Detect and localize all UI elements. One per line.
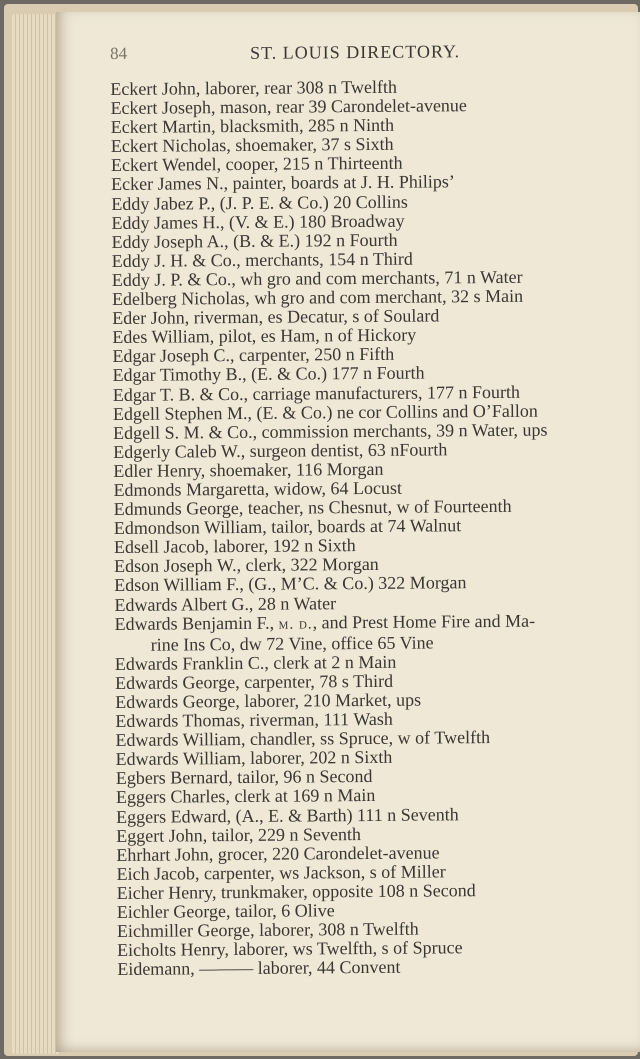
directory-entry: Eidemann, ——— laborer, 44 Convent bbox=[117, 957, 401, 980]
directory-entry: Edmondson William, tailor, boards at 74 Walnut bbox=[113, 515, 462, 539]
entry-before: Edwards Benjamin F., bbox=[114, 612, 279, 634]
directory-entry: Edwards William, laborer, 202 n Sixth bbox=[115, 747, 393, 770]
running-title: ST. LOUIS DIRECTORY. bbox=[250, 41, 461, 63]
directory-entry: Edler Henry, shoemaker, 116 Morgan bbox=[113, 458, 384, 481]
directory-entry: Eicholts Henry, laborer, ws Twelfth, s of Spruce bbox=[117, 937, 463, 961]
directory-entry: Eckert Nicholas, shoemaker, 37 s Sixth bbox=[110, 134, 394, 157]
directory-entry: Edwards George, carpenter, 78 s Third bbox=[114, 670, 394, 693]
directory-entry: Eddy J. P. & Co., wh gro and com merchants, 71 n Water bbox=[111, 266, 523, 290]
directory-entry: Edwards Albert G., 28 n Water bbox=[114, 592, 337, 615]
directory-entry: Edes William, pilot, es Ham, n of Hickory bbox=[112, 324, 417, 348]
directory-entry: Eckert Wendel, cooper, 215 n Thirteenth bbox=[110, 153, 403, 176]
directory-entry: Eddy Joseph A., (B. & E.) 192 n Fourth bbox=[111, 229, 398, 252]
directory-entry: Edwards Thomas, riverman, 111 Wash bbox=[115, 708, 393, 732]
directory-entry: Edson Joseph W., clerk, 322 Morgan bbox=[114, 554, 379, 577]
directory-entry: Edgell Stephen M., (E. & Co.) ne cor Collins and O’Fallon bbox=[112, 400, 538, 424]
directory-entry: Edson William F., (G., M’C. & Co.) 322 Morgan bbox=[114, 572, 467, 596]
directory-entry: Eggers Charles, clerk at 169 n Main bbox=[115, 785, 376, 808]
directory-entry: Eder John, riverman, es Decatur, s of Soulard bbox=[112, 305, 440, 329]
directory-entry: Eich Jacob, carpenter, ws Jackson, s of Miller bbox=[116, 861, 446, 884]
directory-entry: Edgar Joseph C., carpenter, 250 n Fifth bbox=[112, 344, 395, 367]
directory-entry: Edelberg Nicholas, wh gro and com merchant, 32 s Main bbox=[111, 285, 524, 310]
directory-entry: Edmonds Margaretta, widow, 64 Locust bbox=[113, 477, 403, 500]
directory-entry: Eckert Joseph, mason, rear 39 Carondelet-avenue bbox=[110, 95, 467, 119]
directory-entry: Eichler George, tailor, 6 Olive bbox=[116, 900, 335, 923]
directory-entry: Eddy J. H. & Co., merchants, 154 n Third bbox=[111, 248, 413, 271]
page-header bbox=[110, 38, 630, 72]
directory-entry: Ecker James N., painter, boards at J. H. Philips’ bbox=[111, 171, 455, 195]
directory-entry: Eddy Jabez P., (J. P. E. & Co.) 20 Collins bbox=[111, 191, 408, 214]
directory-entry: Eicher Henry, trunkmaker, opposite 108 n Second bbox=[116, 880, 476, 903]
page-number: 84 bbox=[110, 43, 128, 63]
directory-entry: Egbers Bernard, tailor, 96 n Second bbox=[115, 766, 373, 789]
directory-entry: Eddy James H., (V. & E.) 180 Broadway bbox=[111, 210, 405, 233]
directory-entry: Eckert Martin, blacksmith, 285 n Ninth bbox=[110, 114, 395, 138]
directory-entries bbox=[110, 76, 637, 979]
directory-entry: Edgell S. M. & Co., commission merchants, 39 n Water, ups bbox=[112, 419, 548, 443]
directory-entry: Eggert John, tailor, 229 n Seventh bbox=[116, 823, 362, 846]
book bbox=[4, 4, 638, 1056]
directory-entry: Eckert John, laborer, rear 308 n Twelfth bbox=[110, 76, 398, 99]
directory-entry: Edmunds George, teacher, ns Chesnut, w of Fourteenth bbox=[113, 495, 512, 520]
page-edges bbox=[12, 14, 60, 1054]
directory-entry: Edsell Jacob, laborer, 192 n Sixth bbox=[113, 535, 356, 558]
directory-entry: Edwards Franklin C., clerk at 2 n Main bbox=[114, 651, 397, 674]
directory-entry: Edgar Timothy B., (E. & Co.) 177 n Fourth bbox=[112, 362, 425, 386]
entry-after: , and Prest Home Fire and Ma- bbox=[312, 610, 536, 633]
directory-entry: Edwards William, chandler, ss Spruce, w of Twelfth bbox=[115, 727, 491, 751]
entry-smallcaps: m. d. bbox=[278, 616, 313, 633]
page-content bbox=[110, 38, 637, 979]
directory-entry: Ehrhart John, grocer, 220 Carondelet-avenue bbox=[116, 842, 440, 865]
directory-entry: Eichmiller George, laborer, 308 n Twelfth bbox=[116, 918, 419, 942]
directory-entry: Edgerly Caleb W., surgeon dentist, 63 nFourth bbox=[113, 439, 448, 462]
directory-entry: Edwards George, laborer, 210 Market, ups bbox=[115, 689, 422, 712]
directory-entry-continuation: rine Ins Co, dw 72 Vine, office 65 Vine bbox=[150, 632, 434, 655]
directory-entry: Eggers Edward, (A., E. & Barth) 111 n Seventh bbox=[116, 803, 459, 827]
directory-page bbox=[56, 12, 640, 1052]
directory-entry: Edgar T. B. & Co., carriage manufacturers, 177 n Fourth bbox=[112, 381, 521, 405]
